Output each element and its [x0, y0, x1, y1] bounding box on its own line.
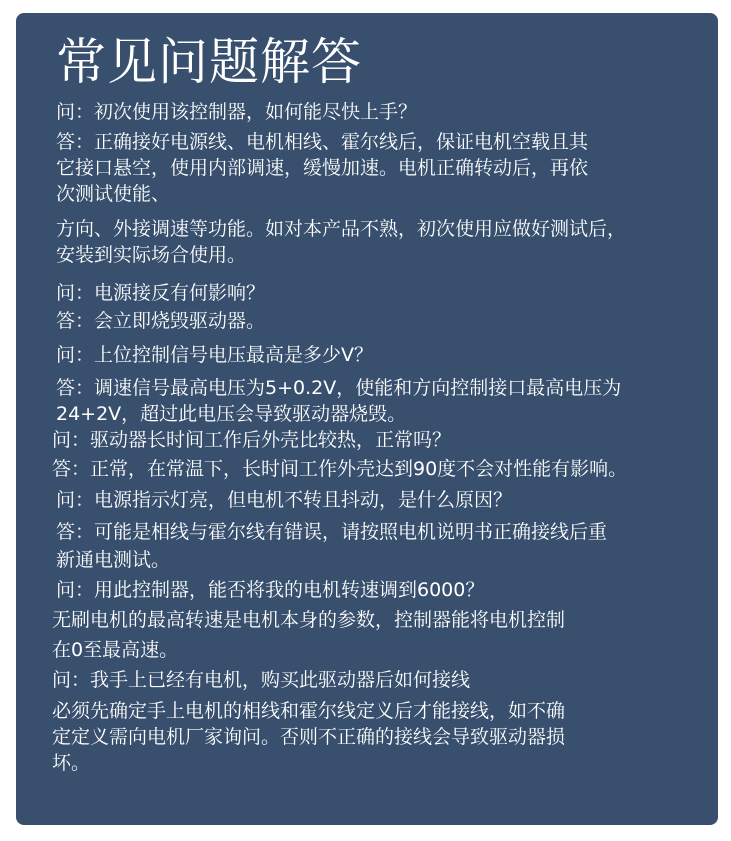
faq-question-4: 问：驱动器长时间工作后外壳比较热，正常吗？ — [52, 429, 452, 451]
faq-question-6: 问：用此控制器，能否将我的电机转速调到6000？ — [56, 579, 485, 601]
faq-answer-1: 次测试使能、 — [56, 183, 171, 205]
faq-card — [16, 13, 718, 825]
faq-answer-4: 答：正常，在常温下，长时间工作外壳达到90度不会对性能有影响。 — [52, 458, 628, 480]
faq-answer-1: 安装到实际场合使用。 — [56, 244, 247, 266]
faq-answer-1: 答：正确接好电源线、电机相线、霍尔线后，保证电机空载且其 — [56, 131, 589, 153]
faq-answer-1: 方向、外接调速等功能。如对本产品不熟，初次使用应做好测试后， — [56, 218, 627, 240]
faq-answer-6: 在0至最高速。 — [52, 639, 179, 661]
faq-question-5: 问：电源指示灯亮，但电机不转且抖动，是什么原因？ — [56, 489, 513, 511]
faq-answer-5: 答：可能是相线与霍尔线有错误，请按照电机说明书正确接线后重 — [56, 521, 608, 543]
faq-answer-6: 无刷电机的最高转速是电机本身的参数，控制器能将电机控制 — [52, 609, 566, 631]
faq-answer-5: 新通电测试。 — [56, 549, 171, 571]
faq-answer-7: 坏。 — [52, 752, 91, 774]
faq-answer-2: 答：会立即烧毁驱动器。 — [56, 310, 266, 332]
faq-question-7: 问：我手上已经有电机，购买此驱动器后如何接线 — [52, 669, 471, 691]
faq-question-1: 问：初次使用该控制器，如何能尽快上手？ — [56, 101, 418, 123]
faq-question-3: 问：上位控制信号电压最高是多少V？ — [56, 344, 373, 366]
page-title: 常见问题解答 — [56, 33, 362, 91]
faq-answer-3: 答：调速信号最高电压为5+0.2V，使能和方向控制接口最高电压为 — [56, 377, 622, 399]
faq-answer-3: 24+2V，超过此电压会导致驱动器烧毁。 — [56, 403, 407, 425]
faq-answer-1: 它接口悬空，使用内部调速，缓慢加速。电机正确转动后，再依 — [56, 157, 589, 179]
faq-question-2: 问：电源接反有何影响？ — [56, 282, 266, 304]
faq-answer-7: 必须先确定手上电机的相线和霍尔线定义后才能接线，如不确 — [52, 700, 566, 722]
faq-answer-7: 定定义需向电机厂家询问。否则不正确的接线会导致驱动器损 — [52, 726, 566, 748]
